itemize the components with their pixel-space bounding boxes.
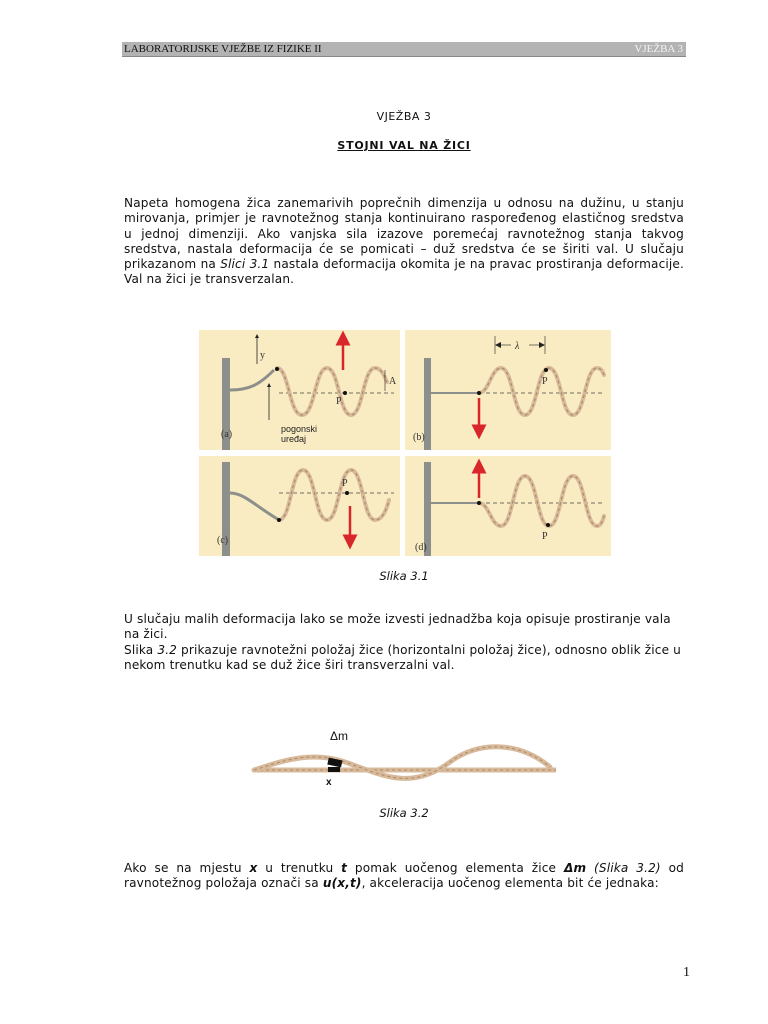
y-axis-label: y: [260, 350, 265, 361]
para3-text-1: Ako se na mjestu: [124, 861, 250, 875]
driver-label-1: pogonski: [281, 424, 318, 434]
panel-b-label: (b): [413, 432, 425, 443]
page-number: 1: [683, 965, 690, 980]
figure-3-1-caption: Slika 3.1: [379, 569, 429, 583]
point-p-label-c: P: [342, 478, 348, 489]
figure-reference: Slici 3.1: [220, 257, 270, 272]
para2-line2-start: Slika: [124, 642, 158, 657]
para3-text-2: u trenutku: [257, 861, 342, 875]
x-position-label: x: [326, 777, 332, 788]
para3-text-4: od ravnotežnog položaja označi sa: [124, 861, 684, 891]
subtitle-text: STOJNI VAL NA ŽICI: [337, 139, 471, 152]
var-u: u(x,t): [322, 876, 362, 891]
running-header: [122, 42, 686, 57]
panel-d-label: (d): [415, 542, 427, 553]
exercise-title: VJEŽBA 3: [376, 110, 432, 123]
para2-line2-end: prikazuje ravnotežni položaj žice (horizontalni položaj žice), odnosno oblik žice u nekom trenutku kad se duž žice širi transverzalni val.: [124, 642, 681, 672]
wavelength-label: λ: [515, 341, 520, 352]
driver-label-2: uređaj: [281, 434, 307, 444]
var-delta-m: Δm: [563, 861, 587, 875]
para3-figure-ref: (Slika 3.2): [586, 861, 661, 875]
var-t: t: [341, 861, 348, 875]
panel-c-label: (c): [217, 535, 229, 546]
point-p-label-b: P: [542, 376, 548, 387]
amplitude-label: A: [389, 376, 397, 387]
para3-text-3: pomak uočenog elementa žice: [347, 861, 564, 875]
para2-figure-ref: 3.2: [157, 642, 178, 657]
figure-3-2: [250, 722, 560, 792]
acceleration-paragraph: [124, 861, 684, 892]
var-x: x: [249, 861, 258, 875]
exercise-subtitle: [122, 139, 686, 152]
point-p-label-d: P: [542, 531, 548, 542]
delta-m-label: Δm: [330, 729, 349, 743]
intro-paragraph: [124, 196, 684, 288]
intro-text-2: nastala deformacija okomita je na pravac prostiranja deformacije. Val na žici je transverzalan.: [124, 257, 684, 287]
small-deformation-paragraph: [124, 612, 684, 673]
panel-b: [405, 330, 611, 450]
header-exercise-label: VJEŽBA 3: [634, 43, 683, 55]
figure-3-2-caption: Slika 3.2: [379, 806, 429, 820]
point-p-label-a: P: [336, 396, 342, 407]
intro-text-1: Napeta homogena žica zanemarivih poprečnih dimenzija u odnosu na dužinu, u stanju mirovanja, primjer je ravnotežnog stanja kontinuirano raspoređenog elastičnog sredstva u jednoj dimenziji. Ako vanjska sila izazove poremećaj ravnotežnog stanja takvog sredstva, nastala deformacija će se pomicati – duž sredstva će se širiti val. U slučaju prikazanom na: [124, 196, 684, 272]
figure-3-1: [199, 330, 611, 556]
panel-c: [199, 456, 400, 556]
header-course-title: LABORATORIJSKE VJEŽBE IZ FIZIKE II: [124, 43, 322, 55]
panel-d: [405, 456, 611, 556]
para2-line1: U slučaju malih deformacija lako se može izvesti jednadžba koja opisuje prostiranje vala na žici.: [124, 612, 671, 642]
panel-a: [199, 330, 400, 450]
para3-text-5: , akceleracija uočenog elementa bit će jednaka:: [361, 876, 659, 891]
panel-a-label: (a): [221, 429, 233, 440]
